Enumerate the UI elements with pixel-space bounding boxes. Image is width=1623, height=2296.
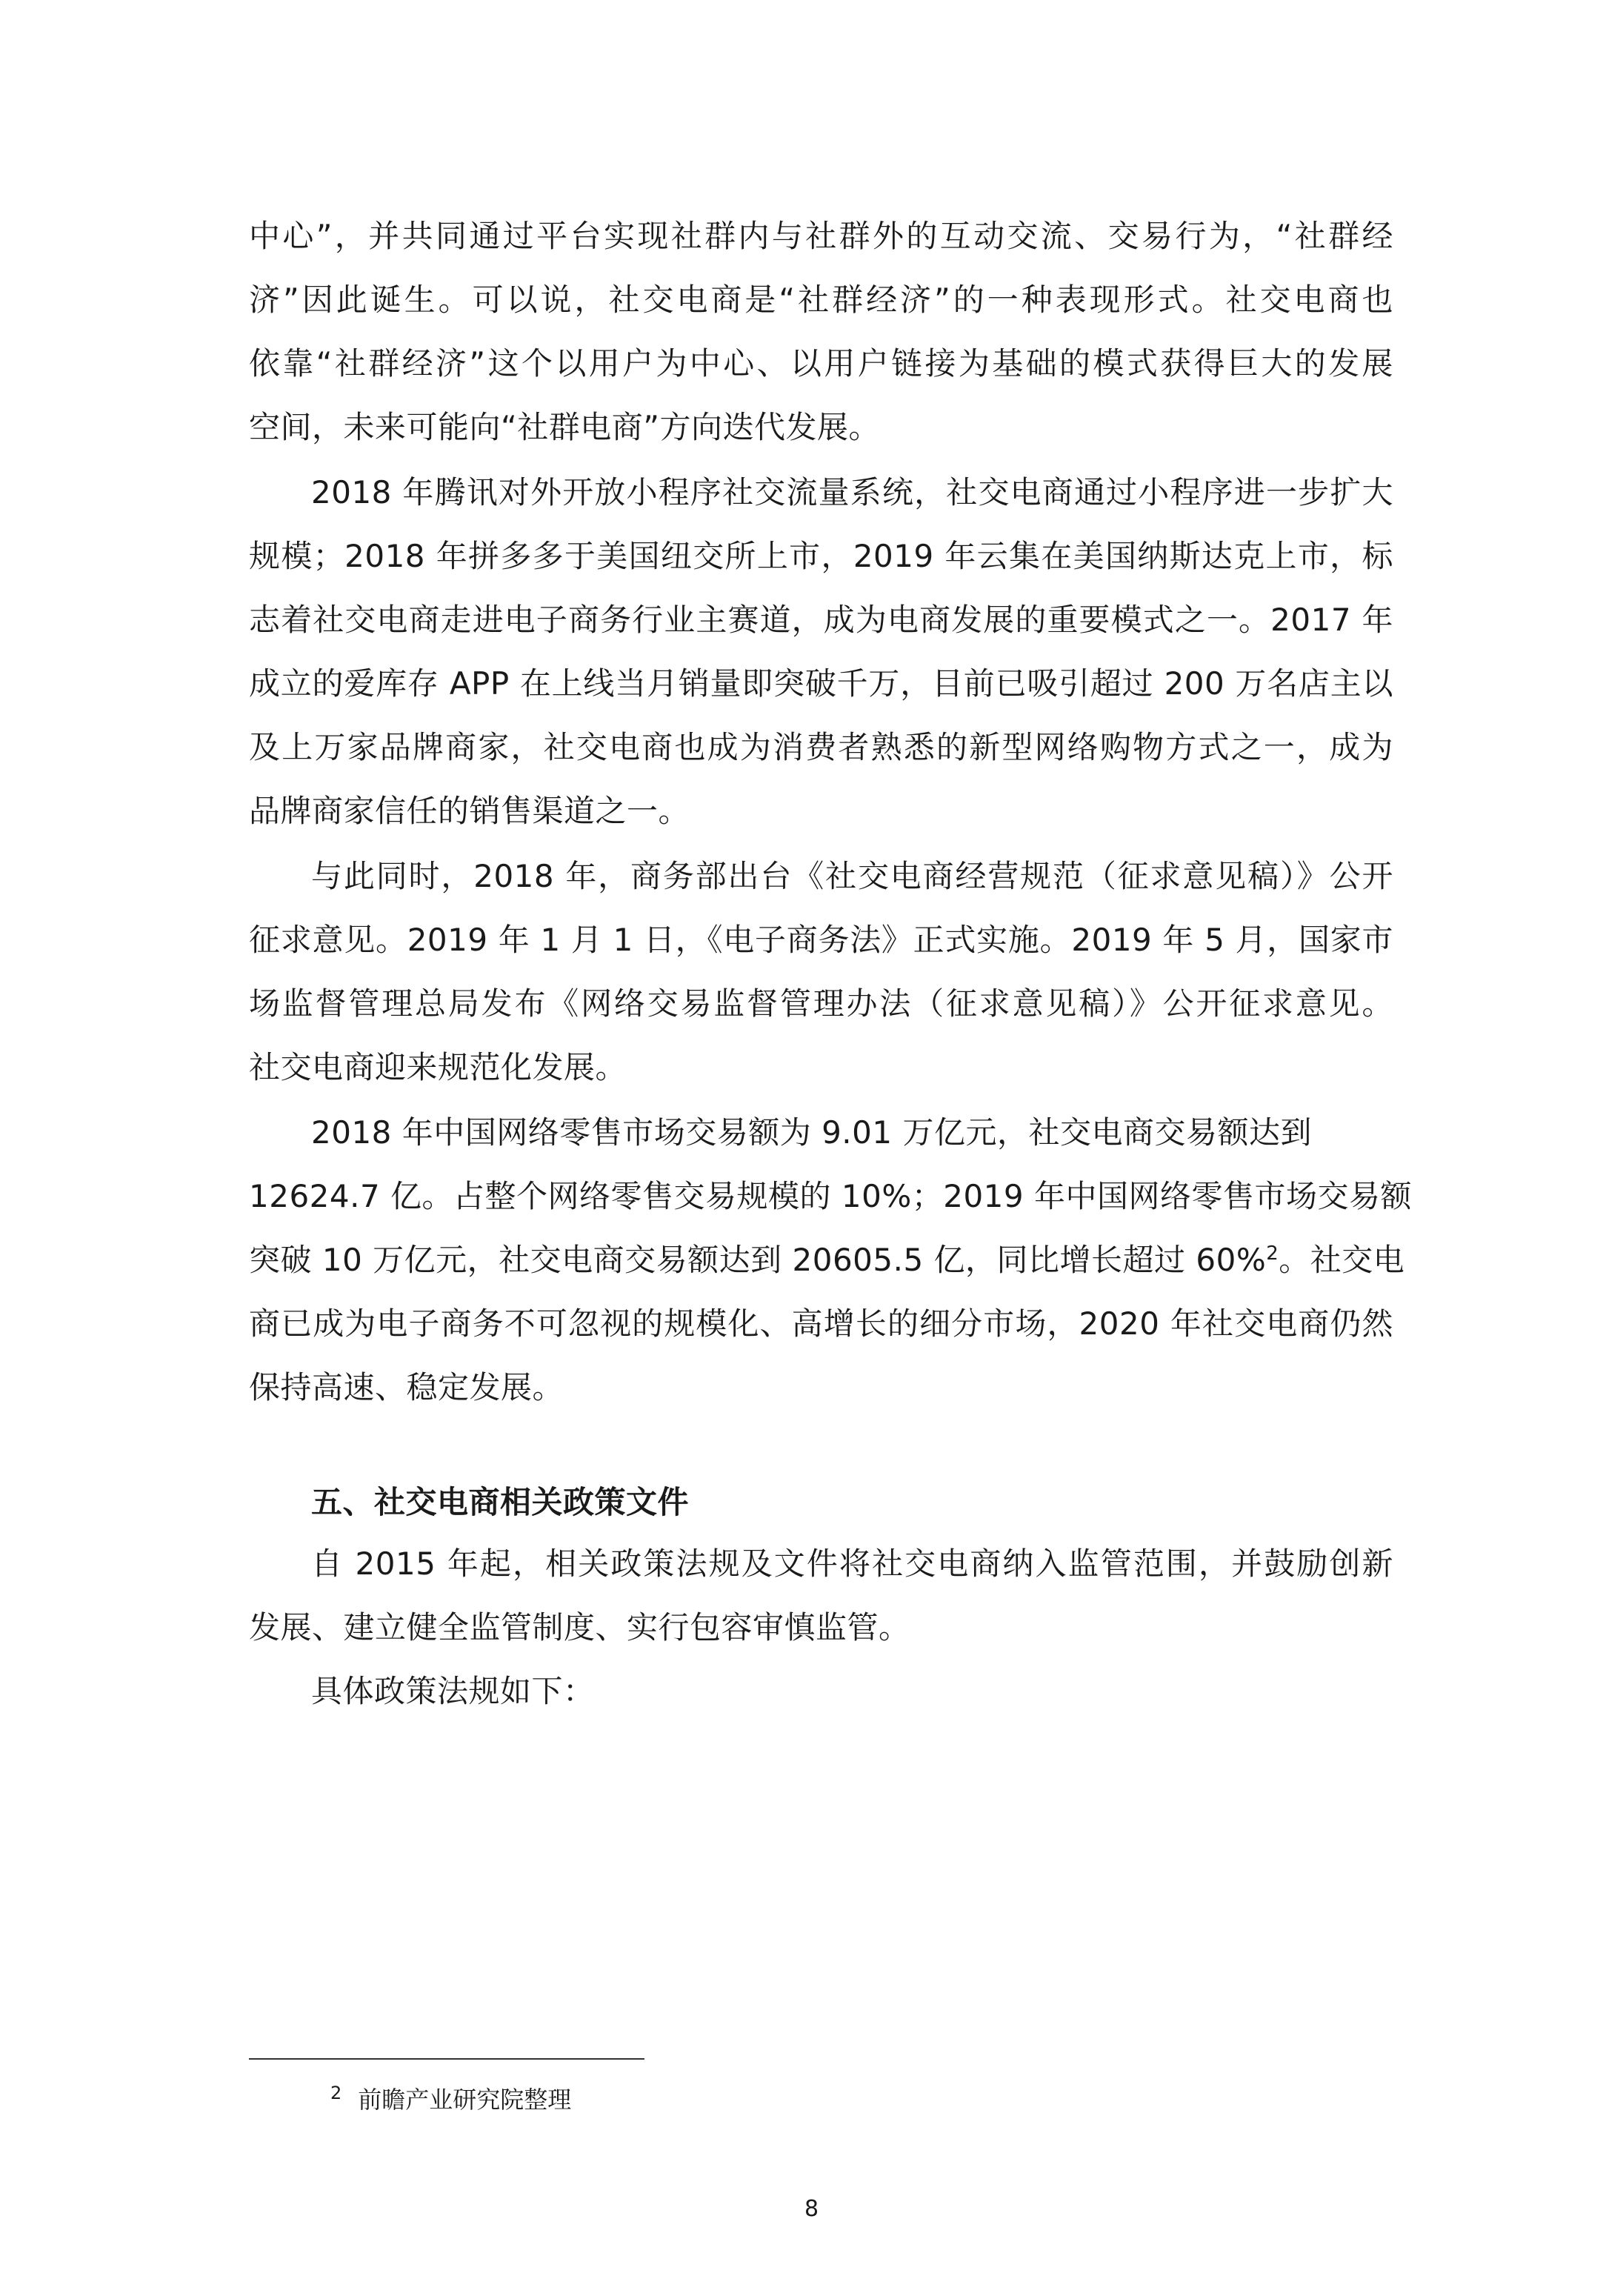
paragraph-1 [249, 204, 1393, 459]
section-heading: 五、社交电商相关政策文件 [311, 1484, 690, 1520]
paragraph-3 [249, 845, 1393, 1099]
footnote-separator [249, 2058, 644, 2060]
paragraph-line-tail: 。社交电 [1279, 1242, 1405, 1278]
paragraph-line: 社交电商迎来规范化发展。 [249, 1049, 627, 1085]
paragraph-line-with-footnote [249, 1228, 1405, 1292]
paragraph-line: 商已成为电子商务不可忽视的规模化、高增长的细分市场，2020 年社交电商仍然 [249, 1305, 1393, 1342]
paragraph-2 [249, 461, 1393, 843]
section-paragraph-2 [249, 1660, 1393, 1723]
paragraph-line-text: 突破 10 万亿元，社交电商交易额达到 20605.5 亿，同比增长超过 60% [249, 1242, 1267, 1278]
paragraph-line: 征求意见。2019 年 1 月 1 日，《电子商务法》正式实施。2019 年 5 月，国家市 [249, 922, 1393, 958]
paragraph-line: 品牌商家信任的销售渠道之一。 [249, 793, 690, 829]
paragraph-4 [249, 1101, 1412, 1420]
paragraph-line: 具体政策法规如下： [311, 1673, 595, 1709]
paragraph-line: 济”因此诞生。可以说，社交电商是“社群经济”的一种表现形式。社交电商也 [249, 282, 1393, 318]
paragraph-line: 2018 年腾讯对外开放小程序社交流量系统，社交电商通过小程序进一步扩大 [311, 474, 1393, 510]
paragraph-line: 空间，未来可能向“社群电商”方向迭代发展。 [249, 409, 881, 445]
page-number: 8 [804, 2196, 819, 2222]
footnote-reference[interactable]: 2 [1266, 1242, 1279, 1265]
paragraph-line: 场监督管理总局发布《网络交易监督管理办法（征求意见稿）》公开征求意见。 [249, 985, 1393, 1022]
paragraph-line: 及上万家品牌商家，社交电商也成为消费者熟悉的新型网络购物方式之一，成为 [249, 729, 1393, 765]
paragraph-line: 2018 年中国网络零售市场交易额为 9.01 万亿元，社交电商交易额达到 [311, 1114, 1312, 1151]
paragraph-line: 保持高速、稳定发展。 [249, 1369, 564, 1405]
footnote [330, 2083, 571, 2116]
paragraph-line: 与此同时，2018 年，商务部出台《社交电商经营规范（征求意见稿）》公开 [311, 858, 1393, 894]
paragraph-line: 自 2015 年起，相关政策法规及文件将社交电商纳入监管范围，并鼓励创新 [311, 1545, 1393, 1582]
paragraph-line: 规模；2018 年拼多多于美国纽交所上市，2019 年云集在美国纳斯达克上市，标 [249, 538, 1393, 574]
paragraph-line: 12624.7 亿。占整个网络零售交易规模的 10%；2019 年中国网络零售市场交易额 [249, 1178, 1412, 1214]
paragraph-line: 发展、建立健全监管制度、实行包容审慎监管。 [249, 1609, 910, 1646]
paragraph-line: 成立的爱库存 APP 在上线当月销量即突破千万，目前已吸引超过 200 万名店主以 [249, 665, 1393, 702]
footnote-text: 前瞻产业研究院整理 [358, 2086, 572, 2114]
paragraph-line: 志着社交电商走进电子商务行业主赛道，成为电商发展的重要模式之一。2017 年 [249, 602, 1393, 638]
section-paragraph-1 [249, 1532, 1393, 1660]
paragraph-line: 依靠“社群经济”这个以用户为中心、以用户链接为基础的模式获得巨大的发展 [249, 345, 1393, 382]
paragraph-line: 中心”，并共同通过平台实现社群内与社群外的互动交流、交易行为，“社群经 [249, 218, 1393, 254]
footnote-mark: 2 [330, 2083, 342, 2104]
